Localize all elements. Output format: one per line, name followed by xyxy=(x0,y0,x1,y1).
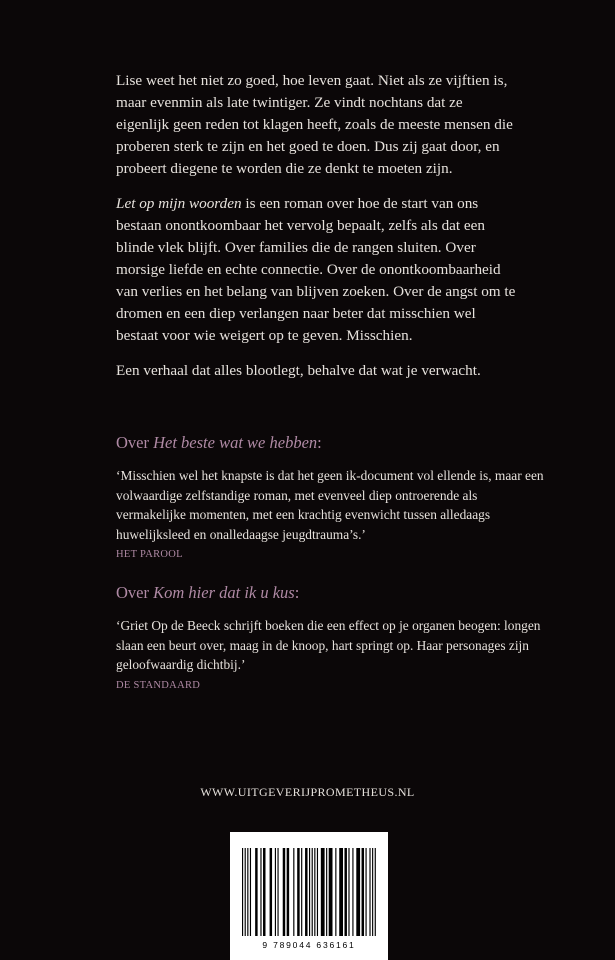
barcode-bar xyxy=(255,848,257,936)
review-heading xyxy=(116,432,546,454)
review-quote: ‘Misschien wel het knapste is dat het geen ik-document vol ellende is, maar een volwaardige zelfstandige roman, met evenveel diep ontroerende als vermakelijke momenten, met een krachtig evenwicht tussen alledaags huwelijksleed en onalledaagse jeugdtrauma’s.’ xyxy=(116,468,544,542)
blurb-paragraph-1: Lise weet het niet zo goed, hoe leven gaat. Niet als ze vijftien is, maar evenmin als late twintiger. Ze vindt nochtans dat ze eigenlijk geen reden tot klagen heeft, zoals de meeste mensen die proberen sterk te zijn en het goed te doen. Dus zij gaat door, en probeert diegene te worden die ze denkt te moeten zijn. xyxy=(116,72,513,177)
barcode-bar xyxy=(260,848,261,936)
barcode-bar xyxy=(250,848,251,936)
review-source: DE STANDAARD xyxy=(116,679,201,691)
barcode-bar xyxy=(283,848,285,936)
review-heading xyxy=(116,582,546,604)
barcode-number: 9 789044 636161 xyxy=(262,940,356,950)
barcode-bar xyxy=(339,848,343,936)
barcode-bar xyxy=(275,848,276,936)
reviews xyxy=(116,432,546,693)
book-title: Let op mijn woorden xyxy=(116,195,242,212)
review-heading-over: Over xyxy=(116,583,154,602)
review-heading-over: Over xyxy=(116,433,154,452)
barcode-bar xyxy=(335,848,336,936)
review-heading-colon: : xyxy=(294,583,300,602)
review xyxy=(116,432,546,562)
publisher-website[interactable]: WWW.UITGEVERIJPROMETHEUS.NL xyxy=(200,785,415,799)
barcode-bars xyxy=(240,848,378,938)
barcode-bar xyxy=(352,848,353,936)
barcode-bar xyxy=(270,848,272,936)
barcode-bar xyxy=(293,848,294,936)
barcode-bar xyxy=(314,848,315,936)
barcode-bar xyxy=(247,848,248,936)
barcode-bar xyxy=(356,848,360,936)
barcode-bar xyxy=(326,848,327,936)
barcode-bar xyxy=(369,848,370,936)
barcode-bar xyxy=(329,848,333,936)
review xyxy=(116,582,546,693)
barcode-bar xyxy=(344,848,346,936)
blurb xyxy=(116,70,516,395)
review-quote: ‘Griet Op de Beeck schrijft boeken die een effect op je organen beogen: longen slaan een beurt over, maag in de knoop, hart springt op. Haar personages zijn geloofwaardig dichtbij.’ xyxy=(116,618,541,672)
barcode-bar xyxy=(242,848,243,936)
barcode-bar xyxy=(362,848,364,936)
barcode-bar xyxy=(365,848,366,936)
blurb-paragraph-2-text: is een roman over hoe de start van ons bestaan onontkoombaar het vervolg bepaalt, zelfs als dat een blinde vlek blijft. Over families die de rangen sluiten. Over morsige liefde en echte connectie. Over de onontkoombaarheid van verlies en het belang van blijven zoeken. Over de angst om te dromen en een diep verlangen naar beter dat misschien wel bestaat voor wie weigert op te geven. Misschien. xyxy=(116,195,516,344)
barcode-bar xyxy=(277,848,278,936)
review-heading-colon: : xyxy=(317,433,322,452)
barcode-bar xyxy=(317,848,318,936)
barcode-bar xyxy=(297,848,299,936)
barcode-bar xyxy=(321,848,325,936)
review-source: HET PAROOL xyxy=(116,549,183,560)
barcode-bar xyxy=(372,848,373,936)
barcode-bar xyxy=(312,848,313,936)
review-book-title: Kom hier dat ik u kus xyxy=(153,583,295,602)
review-book-title: Het beste wat we hebben xyxy=(153,433,318,452)
barcode-bar xyxy=(348,848,349,936)
barcode-bar xyxy=(263,848,265,936)
barcode xyxy=(230,832,388,960)
barcode-bar xyxy=(287,848,289,936)
barcode-bar xyxy=(301,848,302,936)
barcode-bar xyxy=(309,848,310,936)
barcode-bar xyxy=(245,848,246,936)
blurb-paragraph-3: Een verhaal dat alles blootlegt, behalve dat wat je verwacht. xyxy=(116,362,481,379)
barcode-bar xyxy=(375,848,376,936)
blurb-paragraph-2 xyxy=(116,193,516,347)
barcode-bar xyxy=(305,848,307,936)
